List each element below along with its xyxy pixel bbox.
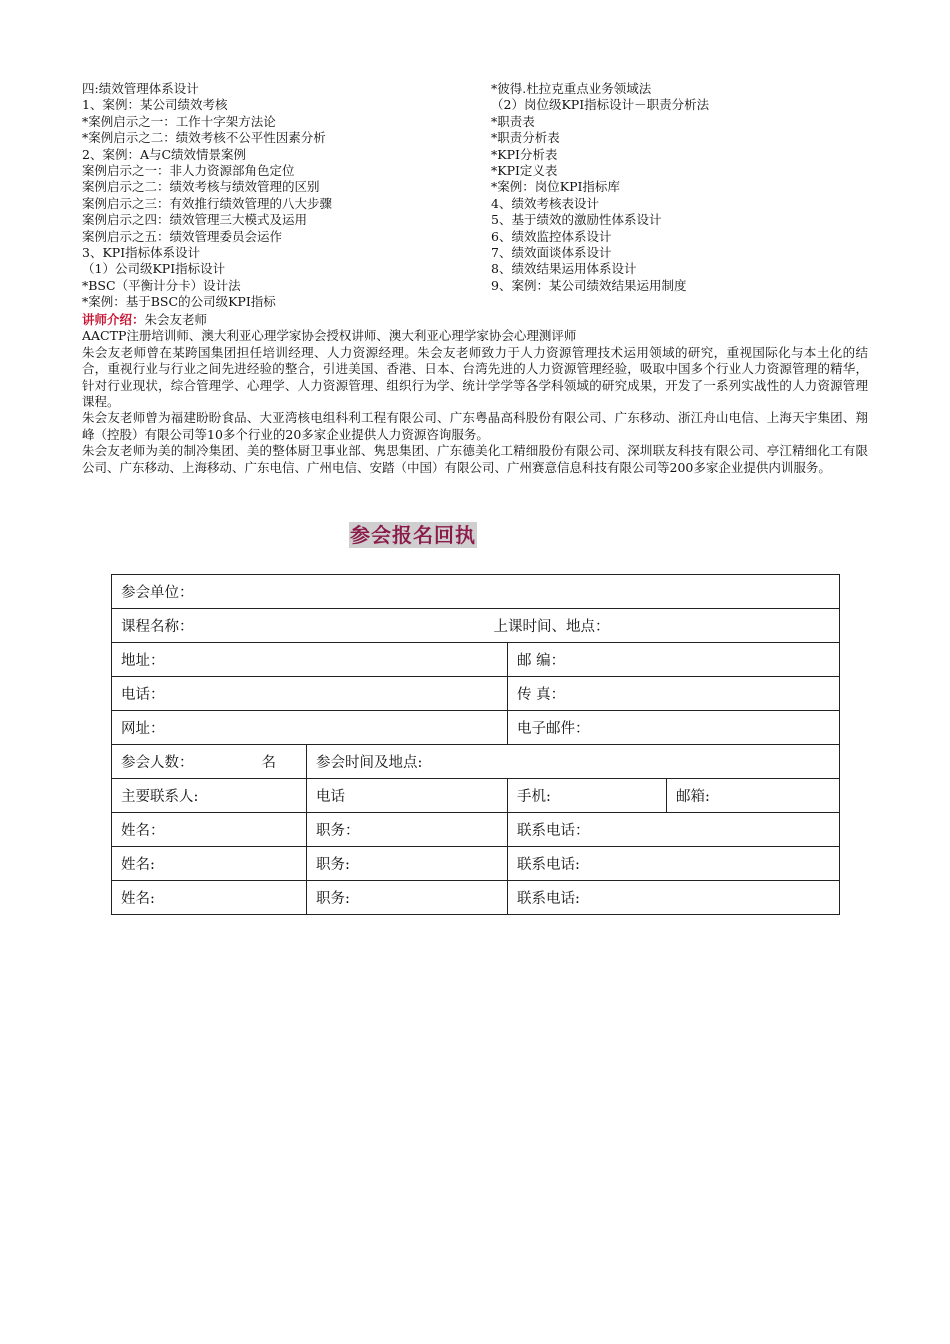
unit-label: 参会单位： — [121, 585, 194, 601]
registration-form-title: 参会报名回执 — [350, 523, 476, 547]
lecturer-heading-line — [82, 312, 868, 328]
fax-label: 传 真： — [517, 687, 566, 703]
attendee-name-field[interactable] — [112, 881, 307, 915]
attendee-name-label: 姓名： — [121, 823, 165, 839]
outline-item: 5、基于绩效的激励性体系设计 — [491, 212, 662, 228]
outline-item: 2、案例：A与C绩效情景案例 — [82, 146, 247, 162]
attendee-position-label: 职务： — [316, 823, 360, 839]
lecturer-consulting-paragraph: 朱会友老师曾为福建盼盼食品、大亚湾核电组科利工程有限公司、广东粤晶高科股份有限公司、广东移动、浙江舟山电信、上海天宇集团、翔峰（控股）有限公司等10多个行业的20多家企业提供人力资源咨询服务。 — [82, 410, 868, 442]
outline-item: 四:绩效管理体系设计 — [82, 81, 199, 96]
attendee-tel-field[interactable] — [508, 813, 840, 847]
lecturer-bio-paragraph: 朱会友老师曾在某跨国集团担任培训经理、人力资源经理。朱会友老师致力于人力资源管理技术运用领域的研究，重视国际化与本土化的结合，重视行业与行业之间先进经验的整合，引进美国、香港、日本、台湾先进的人力资源管理经验，吸取中国多个行业人力资源管理的精华，针对行业现状，综合管理学、心理学、人力资源管理、组织行为学、统计学学等各学科领域的研究成果，开发了一系列实战性的人力资源管理课程。 — [82, 344, 868, 410]
contact-mailbox-field[interactable] — [667, 779, 840, 813]
attendee-position-field[interactable] — [307, 813, 508, 847]
attend-time-place-field[interactable] — [307, 745, 840, 779]
postcode-field[interactable] — [508, 643, 840, 677]
attendee-row — [112, 881, 840, 915]
outline-item: 案例启示之四：绩效管理三大模式及运用 — [82, 212, 308, 228]
attendee-position-field[interactable] — [307, 847, 508, 881]
lecturer-intro — [82, 312, 868, 476]
website-field[interactable] — [112, 711, 508, 745]
fax-field[interactable] — [508, 677, 840, 711]
outline-item: *案例：基于BSC的公司级KPI指标 — [82, 294, 276, 310]
outline-item: 3、KPI指标体系设计 — [82, 245, 201, 261]
outline-item: *职责分析表 — [491, 130, 560, 146]
attendee-position-label: 职务: — [316, 857, 350, 873]
outline-item: 4、绩效考核表设计 — [491, 195, 599, 211]
outline-item: 7、绩效面谈体系设计 — [491, 245, 612, 261]
lecturer-credentials: AACTP注册培训师、澳大利亚心理学家协会授权讲师、澳大利亚心理学家协会心理测评师 — [82, 328, 577, 344]
outline-right-column — [491, 81, 709, 294]
email-label: 电子邮件： — [517, 721, 590, 737]
lecturer-name: 朱会友老师 — [144, 312, 208, 327]
outline-item: *案例：岗位KPI指标库 — [491, 179, 620, 195]
attendee-count-label: 参会人数： — [121, 755, 194, 771]
form-row-course — [112, 609, 840, 643]
contact-mailbox-label: 邮箱: — [676, 789, 710, 805]
attendee-row — [112, 813, 840, 847]
outline-item: 9、案例：某公司绩效结果运用制度 — [491, 277, 687, 293]
outline-item: *案例启示之一：工作十字架方法论 — [82, 113, 276, 129]
outline-item: *彼得.杜拉克重点业务领域法 — [491, 81, 652, 96]
contact-phone-label: 电话 — [316, 789, 345, 805]
attendee-name-field[interactable] — [112, 813, 307, 847]
registration-form — [111, 574, 840, 915]
email-field[interactable] — [508, 711, 840, 745]
form-row-contact — [112, 779, 840, 813]
attendee-count-field[interactable] — [112, 745, 307, 779]
course-name-label: 课程名称： — [121, 619, 194, 635]
contact-mobile-label: 手机: — [517, 789, 551, 805]
outline-item: *职责表 — [491, 113, 535, 129]
main-contact-field[interactable] — [112, 779, 307, 813]
attendee-tel-label: 联系电话: — [517, 857, 580, 873]
lecturer-training-paragraph: 朱会友老师为美的制冷集团、美的整体厨卫事业部、隽思集团、广东德美化工精细股份有限公司、深圳联友科技有限公司、亭江精细化工有限公司、广东移动、上海移动、广东电信、广州电信、安踏（中国）有限公司、广州赛意信息科技有限公司等200多家企业提供内训服务。 — [82, 443, 868, 475]
form-row-website — [112, 711, 840, 745]
attendee-tel-label: 联系电话： — [517, 823, 590, 839]
phone-label: 电话： — [121, 687, 165, 703]
phone-field[interactable] — [112, 677, 508, 711]
attendee-tel-field[interactable] — [508, 881, 840, 915]
form-row-phone — [112, 677, 840, 711]
course-time-place-label: 上课时间、地点： — [493, 619, 610, 635]
course-field[interactable] — [112, 609, 840, 643]
address-label: 地址： — [121, 653, 165, 669]
attendee-name-label: 姓名: — [121, 891, 155, 907]
outline-item: 8、绩效结果运用体系设计 — [491, 261, 637, 277]
attendee-name-field[interactable] — [112, 847, 307, 881]
outline-left-column — [82, 81, 332, 311]
form-row-unit — [112, 575, 840, 609]
attendee-position-label: 职务: — [316, 891, 350, 907]
outline-item: （2）岗位级KPI指标设计－职责分析法 — [491, 97, 710, 113]
contact-phone-field[interactable] — [307, 779, 508, 813]
outline-item: 1、案例：某公司绩效考核 — [82, 97, 228, 113]
contact-mobile-field[interactable] — [508, 779, 667, 813]
outline-item: 案例启示之一：非人力资源部角色定位 — [82, 163, 295, 179]
attendee-name-label: 姓名: — [121, 857, 155, 873]
attendee-position-field[interactable] — [307, 881, 508, 915]
outline-item: 案例启示之五：绩效管理委员会运作 — [82, 228, 283, 244]
outline-item: 案例启示之二：绩效考核与绩效管理的区别 — [82, 179, 320, 195]
postcode-label: 邮 编： — [517, 653, 566, 669]
attendee-unit-label: 名 — [261, 755, 276, 771]
outline-item: （1）公司级KPI指标设计 — [82, 261, 226, 277]
attendee-tel-label: 联系电话: — [517, 891, 580, 907]
attendee-row — [112, 847, 840, 881]
outline-item: *BSC（平衡计分卡）设计法 — [82, 277, 241, 293]
form-row-address — [112, 643, 840, 677]
outline-item: *案例启示之二：绩效考核不公平性因素分析 — [82, 130, 326, 146]
address-field[interactable] — [112, 643, 508, 677]
outline-item: 6、绩效监控体系设计 — [491, 228, 612, 244]
outline-item: *KPI定义表 — [491, 163, 558, 179]
form-row-attendance — [112, 745, 840, 779]
outline-item: 案例启示之三：有效推行绩效管理的八大步骤 — [82, 195, 333, 211]
outline-item: *KPI分析表 — [491, 146, 558, 162]
unit-field[interactable] — [112, 575, 840, 609]
attendee-tel-field[interactable] — [508, 847, 840, 881]
attend-time-place-label: 参会时间及地点: — [316, 755, 423, 771]
lecturer-heading: 讲师介绍： — [82, 312, 145, 327]
website-label: 网址： — [121, 721, 165, 737]
main-contact-label: 主要联系人: — [121, 789, 199, 805]
